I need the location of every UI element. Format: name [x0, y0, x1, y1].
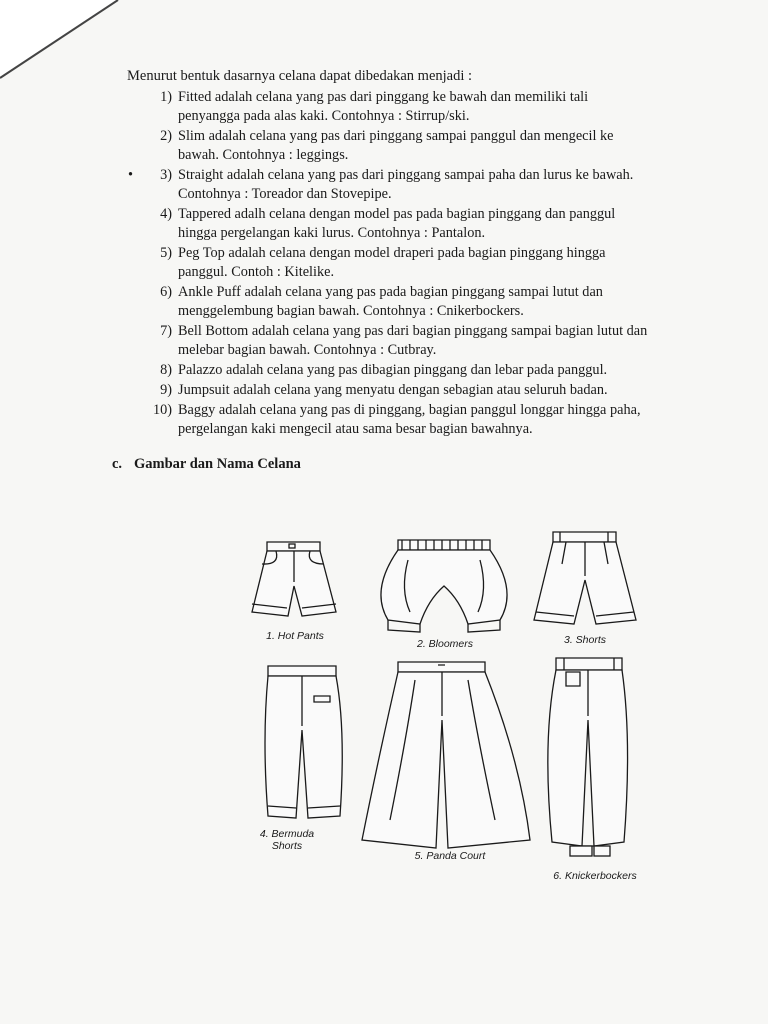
item-number: 4): [160, 206, 172, 222]
list-item: [140, 283, 700, 321]
item-number: 8): [160, 362, 172, 378]
bullet-mark: •: [128, 167, 134, 183]
caption-knickerbockers: 6. Knickerbockers: [553, 870, 637, 882]
section-title: Gambar dan Nama Celana: [134, 456, 301, 472]
list-item: [140, 361, 700, 380]
list-item: [140, 127, 700, 165]
item-text: Ankle Puff adalah celana yang pas pada bagian pinggang sampai lutut dan: [178, 284, 603, 300]
item-text: Peg Top adalah celana dengan model draperi pada bagian pinggang hingga: [178, 245, 606, 261]
item-text: penyangga pada alas kaki. Contohnya : Stirrup/ski.: [178, 108, 470, 124]
item-text: Tappered adalh celana dengan model pas pada bagian pinggang dan panggul: [178, 206, 616, 222]
list-item: [140, 88, 700, 126]
item-number: 2): [160, 128, 172, 144]
item-text: Bell Bottom adalah celana yang pas dari bagian pinggang sampai bagian lutut dan: [178, 323, 648, 339]
caption-bermuda-shorts: [252, 828, 322, 852]
caption-hot-pants: 1. Hot Pants: [266, 630, 324, 642]
item-text: Straight adalah celana yang pas dari pinggang sampai paha dan lurus ke bawah.: [178, 167, 634, 183]
item-number: 10): [152, 402, 172, 418]
item-number: 6): [160, 284, 172, 300]
item-text: Baggy adalah celana yang pas di pinggang, bagian panggul longgar hingga paha,: [178, 402, 641, 418]
item-number: 9): [160, 382, 172, 398]
bermuda-shorts-drawing: [265, 666, 342, 818]
item-text: Contohnya : Toreador dan Stovepipe.: [178, 186, 392, 202]
pants-type-list: [128, 88, 700, 440]
caption-panda-court: 5. Panda Court: [414, 850, 486, 862]
item-number: 3): [160, 167, 172, 183]
folded-corner: [0, 0, 120, 90]
section-heading: [112, 456, 301, 473]
item-number: 1): [160, 89, 172, 105]
item-text: panggul. Contoh : Kitelike.: [178, 264, 335, 280]
item-text: Slim adalah celana yang pas dari pinggang sampai panggul dan mengecil ke: [178, 128, 614, 144]
list-item: [140, 381, 700, 400]
caption-line: 4. Bermuda: [259, 828, 315, 840]
list-item: [128, 166, 700, 204]
hot-pants-drawing: [252, 542, 336, 616]
item-text: Jumpsuit adalah celana yang menyatu dengan sebagian atau seluruh badan.: [178, 382, 608, 398]
item-text: pergelangan kaki mengecil atau sama besar bagian bawahnya.: [178, 421, 533, 437]
list-item: [140, 322, 700, 360]
list-item: [140, 244, 700, 282]
shorts-drawing: [534, 532, 636, 624]
item-number: 7): [160, 323, 172, 339]
item-text: bawah. Contohnya : leggings.: [178, 147, 349, 163]
intro-text: Menurut bentuk dasarnya celana dapat dibedakan menjadi :: [127, 68, 473, 84]
list-item: [140, 401, 700, 439]
caption-line: Shorts: [271, 840, 303, 852]
panda-court-drawing: [362, 662, 530, 848]
list-item: [140, 205, 700, 243]
item-text: Fitted adalah celana yang pas dari pinggang ke bawah dan memiliki tali: [178, 89, 589, 105]
item-text: hingga pergelangan kaki lurus. Contohnya : Pantalon.: [178, 225, 486, 241]
item-text: menggelembung bagian bawah. Contohnya : Cnikerbockers.: [178, 303, 524, 319]
section-letter: c.: [112, 456, 123, 472]
caption-bloomers: 2. Bloomers: [416, 638, 474, 650]
knickerbockers-drawing: [548, 658, 628, 856]
caption-shorts: 3. Shorts: [563, 634, 607, 646]
item-text: Palazzo adalah celana yang pas dibagian pinggang dan lebar pada panggul.: [178, 362, 608, 378]
pants-figure: [240, 520, 660, 890]
bloomers-drawing: [381, 540, 507, 632]
item-number: 5): [160, 245, 172, 261]
item-text: melebar bagian bawah. Contohnya : Cutbray.: [178, 342, 437, 358]
